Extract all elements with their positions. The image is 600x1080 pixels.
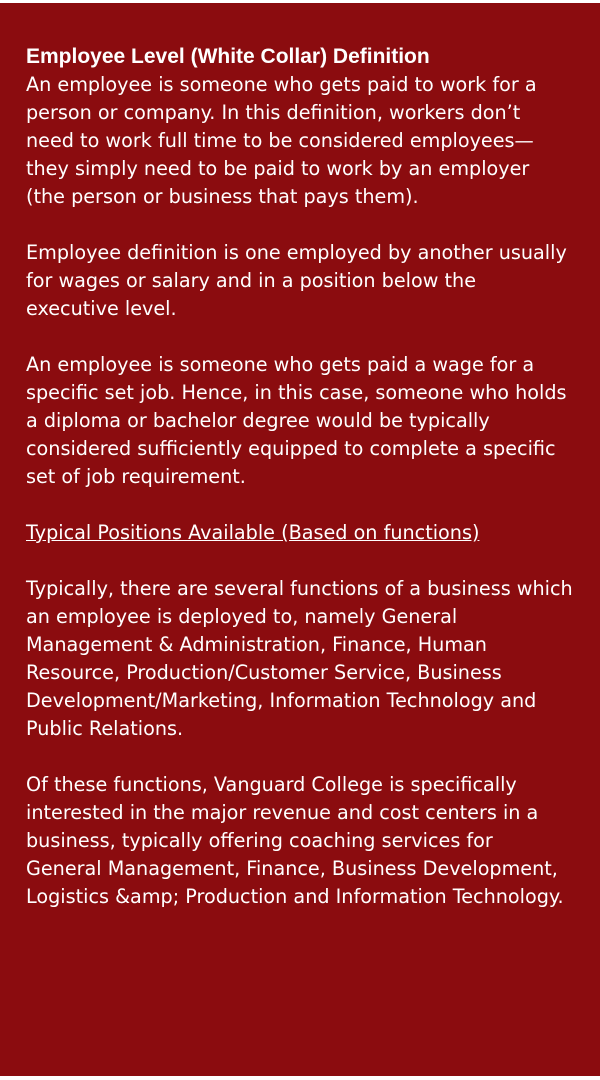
paragraph-definition: Employee definition is one employed by another usually for wages or salary and in a position below the executive level. (26, 241, 567, 320)
content-panel (0, 3, 600, 1076)
paragraph-vanguard: Of these functions, Vanguard College is specifically interested in the major revenue and cost centers in a business, typically offering coaching services for General Management, Finance, Business Development, Logistics &amp; Production and Information Technology. (26, 773, 564, 908)
section-title: Employee Level (White Collar) Definition (26, 45, 430, 68)
paragraph-functions: Typically, there are several functions of a business which an employee is deployed to, namely General Management & Administration, Finance, Human Resource, Production/Customer Service, Business Development/Marketing, Information Technology and Public Relations. (26, 577, 573, 740)
paragraph-wage: An employee is someone who gets paid a wage for a specific set job. Hence, in this case, someone who holds a diploma or bachelor degree would be typically considered sufficiently equipped to complete a specific set of job requirement. (26, 353, 567, 488)
paragraph-intro: An employee is someone who gets paid to work for a person or company. In this definition, workers don’t need to work full time to be considered employees—they simply need to be paid to work by an employer (the person or business that pays them). (26, 73, 537, 208)
positions-heading-link[interactable]: Typical Positions Available (Based on functions) (26, 521, 480, 544)
